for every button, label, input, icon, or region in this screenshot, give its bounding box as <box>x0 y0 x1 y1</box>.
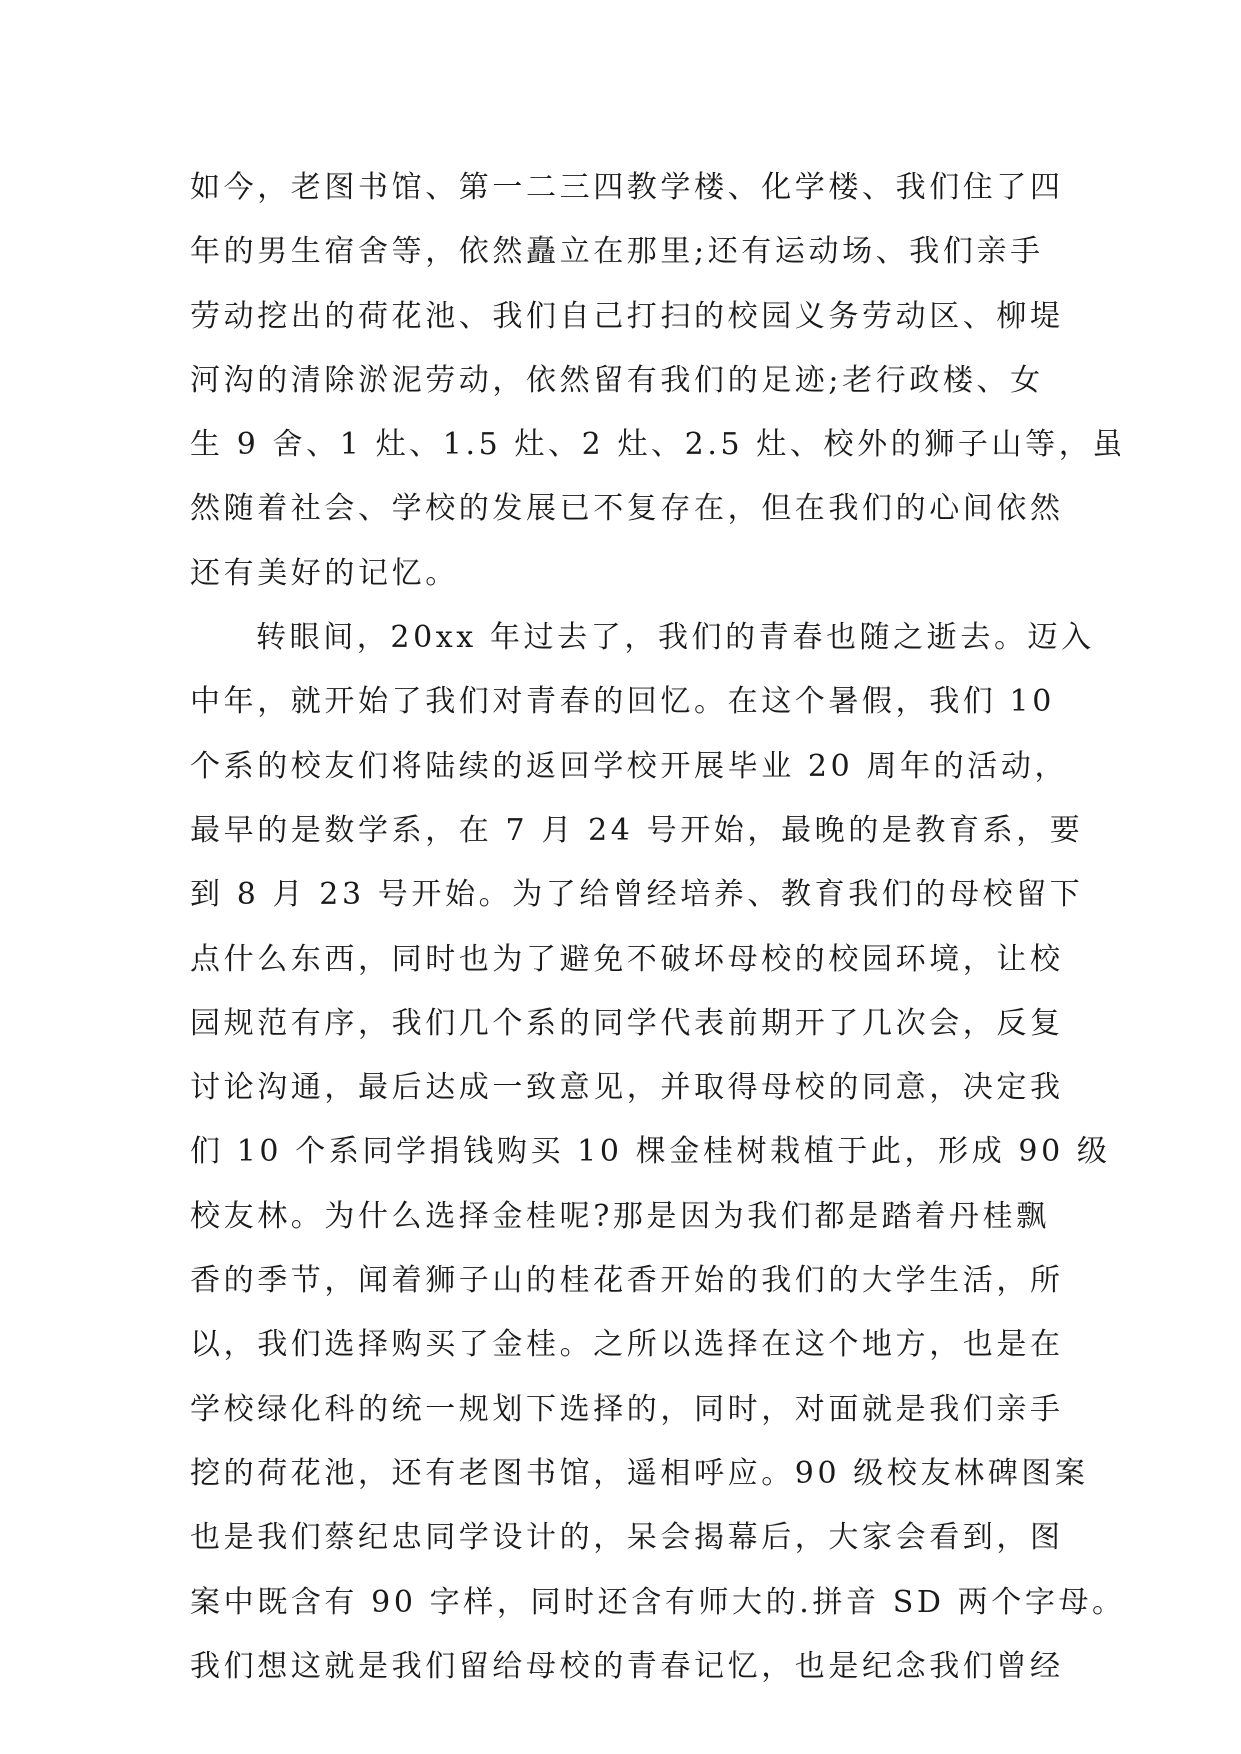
text-line: 香的季节，闻着狮子山的桂花香开始的我们的大学生活，所 <box>190 1263 1064 1299</box>
text-line: 如今，老图书馆、第一二三四教学楼、化学楼、我们住了四 <box>190 170 1064 205</box>
text-line: 我们想这就是我们留给母校的青春记忆，也是纪念我们曾经 <box>190 1648 1064 1684</box>
text-line: 还有美好的记忆。 <box>190 555 459 591</box>
text-line: 以，我们选择购买了金桂。之所以选择在这个地方，也是在 <box>190 1327 1064 1363</box>
text-line: 校友林。为什么选择金桂呢?那是因为我们都是踏着丹桂飘 <box>190 1198 1050 1234</box>
text-line: 个系的校友们将陆续的返回学校开展毕业 20 周年的活动， <box>190 748 1069 784</box>
text-line: 然随着社会、学校的发展已不复存在，但在我们的心间依然 <box>190 491 1064 527</box>
text-line: 挖的荷花池，还有老图书馆，遥相呼应。90 级校友林碑图案 <box>190 1455 1089 1491</box>
text-line: 年的男生宿舍等，依然矗立在那里;还有运动场、我们亲手 <box>190 234 1044 270</box>
text-line: 们 10 个系同学捐钱购买 10 棵金桂树栽植于此，形成 90 级 <box>190 1134 1111 1170</box>
text-line: 学校绿化科的统一规划下选择的，同时，对面就是我们亲手 <box>190 1391 1064 1427</box>
text-line: 讨论沟通，最后达成一致意见，并取得母校的同意，决定我 <box>190 1070 1064 1106</box>
text-line: 中年，就开始了我们对青春的回忆。在这个暑假，我们 10 <box>190 684 1055 720</box>
text-line: 也是我们蔡纪忠同学设计的，呆会揭幕后，大家会看到，图 <box>190 1520 1064 1556</box>
paragraph-start-line: 转眼间，20xx 年过去了，我们的青春也随之逝去。迈入 <box>256 620 1095 656</box>
text-line: 劳动挖出的荷花池、我们自己打扫的校园义务劳动区、柳堤 <box>190 298 1064 334</box>
text-line: 点什么东西，同时也为了避免不破坏母校的校园环境，让校 <box>190 941 1064 977</box>
text-line: 园规范有序，我们几个系的同学代表前期开了几次会，反复 <box>190 1005 1064 1041</box>
text-line: 河沟的清除淤泥劳动，依然留有我们的足迹;老行政楼、女 <box>190 362 1044 398</box>
body-text <box>190 156 1126 1699</box>
text-line: 案中既含有 90 字样，同时还含有师大的.拼音 SD 两个字母。 <box>190 1584 1126 1620</box>
text-line: 最早的是数学系，在 7 月 24 号开始，最晚的是教育系，要 <box>190 812 1084 848</box>
text-line: 生 9 舍、1 灶、1.5 灶、2 灶、2.5 灶、校外的狮子山等，虽 <box>190 427 1126 463</box>
text-line: 到 8 月 23 号开始。为了给曾经培养、教育我们的母校留下 <box>190 877 1084 913</box>
